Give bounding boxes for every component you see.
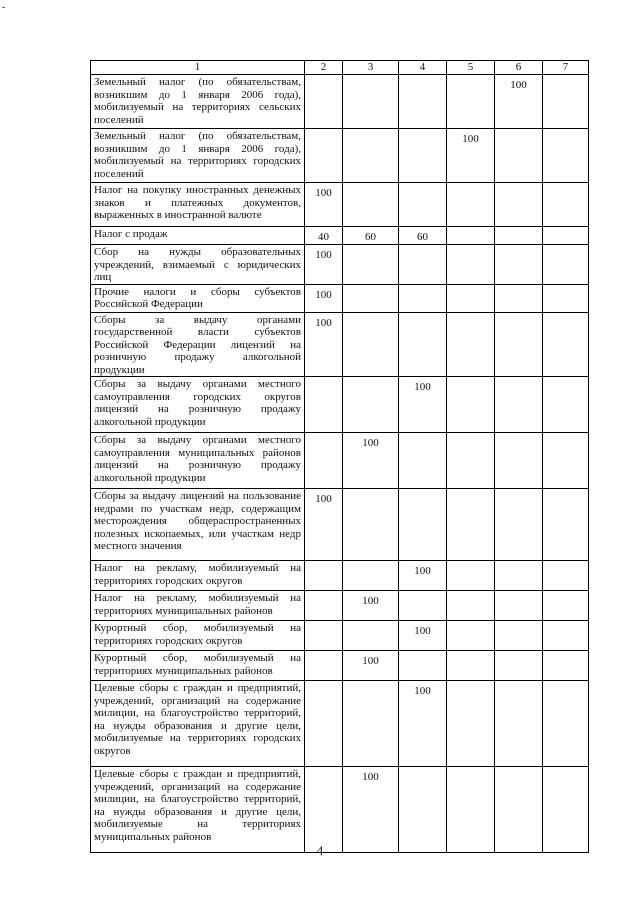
value-cell-c2: 100: [305, 284, 343, 312]
value-cell-c7: [543, 681, 589, 767]
header-cell: 5: [447, 61, 495, 75]
value-cell-c6: [495, 621, 543, 651]
value-cell-c6: [495, 183, 543, 227]
row-label: Сборы за выдачу органами местного самоуправления муниципальных районов лицензий на розничную продажу алкогольной продукции: [91, 433, 305, 489]
value-cell-c5: [447, 183, 495, 227]
header-cell: 1: [91, 61, 305, 75]
value-cell-c6: [495, 312, 543, 377]
value-cell-c7: [543, 489, 589, 561]
value-cell-c5: [447, 312, 495, 377]
value-cell-c4: 100: [399, 377, 447, 433]
row-label: Курортный сбор, мобилизуемый на территориях муниципальных районов: [91, 651, 305, 681]
value-cell-c3: 100: [343, 591, 399, 621]
row-label: Сбор на нужды образовательных учреждений, взимаемый с юридических лиц: [91, 245, 305, 285]
value-cell-c2: [305, 681, 343, 767]
value-cell-c6: [495, 651, 543, 681]
header-cell: 3: [343, 61, 399, 75]
row-label: Прочие налоги и сборы субъектов Российской Федерации: [91, 284, 305, 312]
value-cell-c7: [543, 433, 589, 489]
value-cell-c7: [543, 767, 589, 853]
value-cell-c5: [447, 377, 495, 433]
value-cell-c5: [447, 621, 495, 651]
value-cell-c2: 100: [305, 245, 343, 285]
value-cell-c2: 100: [305, 312, 343, 377]
value-cell-c5: [447, 75, 495, 129]
value-cell-c5: [447, 489, 495, 561]
value-cell-c5: [447, 245, 495, 285]
table-row: [91, 245, 589, 285]
value-cell-c3: 100: [343, 651, 399, 681]
row-label: Сборы за выдачу лицензий на пользование недрами по участкам недр, содержащим месторождения общераспространенных полезных ископаемых, или участкам недр местного значения: [91, 489, 305, 561]
row-label: Налог на рекламу, мобилизуемый на территориях городских округов: [91, 561, 305, 591]
value-cell-c6: [495, 591, 543, 621]
table-row: [91, 681, 589, 767]
value-cell-c6: [495, 433, 543, 489]
value-cell-c4: [399, 433, 447, 489]
value-cell-c2: [305, 591, 343, 621]
value-cell-c4: [399, 183, 447, 227]
row-label: Курортный сбор, мобилизуемый на территориях городских округов: [91, 621, 305, 651]
value-cell-c2: [305, 75, 343, 129]
value-cell-c4: 60: [399, 227, 447, 245]
value-cell-c3: [343, 681, 399, 767]
value-cell-c2: 100: [305, 183, 343, 227]
value-cell-c5: [447, 767, 495, 853]
value-cell-c5: [447, 284, 495, 312]
value-cell-c7: [543, 621, 589, 651]
value-cell-c3: [343, 284, 399, 312]
value-cell-c7: [543, 183, 589, 227]
table-row: [91, 561, 589, 591]
row-label: Целевые сборы с граждан и предприятий, учреждений, организаций на содержание милиции, на благоустройство территорий, на нужды образования и другие цели, мобилизуемые на территориях муниципальных районов: [91, 767, 305, 853]
row-label: Налог на рекламу, мобилизуемый на территориях муниципальных районов: [91, 591, 305, 621]
header-cell: 4: [399, 61, 447, 75]
value-cell-c2: 40: [305, 227, 343, 245]
row-label: Земельный налог (по обязательствам, возникшим до 1 января 2006 года), мобилизуемый на территориях сельских поселений: [91, 75, 305, 129]
value-cell-c6: 100: [495, 75, 543, 129]
value-cell-c3: 100: [343, 433, 399, 489]
value-cell-c2: [305, 433, 343, 489]
value-cell-c7: [543, 651, 589, 681]
row-label: Налог с продаж: [91, 227, 305, 245]
value-cell-c3: 60: [343, 227, 399, 245]
value-cell-c7: [543, 591, 589, 621]
header-row: [91, 61, 589, 75]
value-cell-c5: [447, 433, 495, 489]
value-cell-c4: [399, 284, 447, 312]
value-cell-c5: [447, 227, 495, 245]
page-number: 4: [316, 843, 324, 858]
value-cell-c4: [399, 75, 447, 129]
value-cell-c6: [495, 767, 543, 853]
header-cell: 6: [495, 61, 543, 75]
value-cell-c4: [399, 651, 447, 681]
table-row: [91, 284, 589, 312]
value-cell-c7: [543, 75, 589, 129]
value-cell-c3: [343, 129, 399, 183]
table-row: [91, 489, 589, 561]
table-row: [91, 433, 589, 489]
value-cell-c4: 100: [399, 681, 447, 767]
corner-mark: -: [2, 2, 6, 13]
value-cell-c4: 100: [399, 561, 447, 591]
tax-distribution-table: [90, 60, 589, 853]
value-cell-c7: [543, 377, 589, 433]
value-cell-c4: [399, 245, 447, 285]
table-row: [91, 377, 589, 433]
table-row: [91, 621, 589, 651]
value-cell-c6: [495, 561, 543, 591]
value-cell-c2: [305, 651, 343, 681]
value-cell-c3: [343, 312, 399, 377]
table-row: [91, 227, 589, 245]
value-cell-c7: [543, 561, 589, 591]
value-cell-c6: [495, 245, 543, 285]
value-cell-c2: [305, 561, 343, 591]
table-row: [91, 183, 589, 227]
row-label: Налог на покупку иностранных денежных знаков и платежных документов, выраженных в иностранной валюте: [91, 183, 305, 227]
value-cell-c7: [543, 312, 589, 377]
table-row: [91, 767, 589, 853]
row-label: Земельный налог (по обязательствам, возникшим до 1 января 2006 года), мобилизуемый на территориях городских поселений: [91, 129, 305, 183]
value-cell-c4: [399, 312, 447, 377]
value-cell-c3: [343, 245, 399, 285]
value-cell-c7: [543, 129, 589, 183]
value-cell-c6: [495, 681, 543, 767]
value-cell-c6: [495, 129, 543, 183]
value-cell-c6: [495, 377, 543, 433]
value-cell-c6: [495, 489, 543, 561]
table-row: [91, 129, 589, 183]
value-cell-c5: [447, 591, 495, 621]
row-label: Сборы за выдачу органами местного самоуправления городских округов лицензий на розничную продажу алкогольной продукции: [91, 377, 305, 433]
header-cell: 2: [305, 61, 343, 75]
value-cell-c2: [305, 129, 343, 183]
value-cell-c4: [399, 591, 447, 621]
value-cell-c2: [305, 767, 343, 853]
table-row: [91, 591, 589, 621]
table-row: [91, 312, 589, 377]
value-cell-c3: [343, 75, 399, 129]
value-cell-c2: [305, 621, 343, 651]
value-cell-c3: [343, 621, 399, 651]
value-cell-c6: [495, 284, 543, 312]
value-cell-c3: 100: [343, 767, 399, 853]
row-label: Целевые сборы с граждан и предприятий, учреждений, организаций на содержание милиции, на благоустройство территорий, на нужды образования и другие цели, мобилизуемые на территориях городских округов: [91, 681, 305, 767]
value-cell-c2: [305, 377, 343, 433]
value-cell-c5: [447, 681, 495, 767]
value-cell-c5: [447, 561, 495, 591]
value-cell-c4: [399, 489, 447, 561]
value-cell-c7: [543, 245, 589, 285]
value-cell-c7: [543, 284, 589, 312]
value-cell-c5: 100: [447, 129, 495, 183]
value-cell-c3: [343, 377, 399, 433]
header-cell: 7: [543, 61, 589, 75]
table-row: [91, 75, 589, 129]
value-cell-c5: [447, 651, 495, 681]
value-cell-c6: [495, 227, 543, 245]
value-cell-c4: 100: [399, 621, 447, 651]
value-cell-c3: [343, 561, 399, 591]
row-label: Сборы за выдачу органами государственной власти субъектов Российской Федерации лицензий на розничную продажу алкогольной продукции: [91, 312, 305, 377]
value-cell-c2: 100: [305, 489, 343, 561]
value-cell-c3: [343, 183, 399, 227]
table-row: [91, 651, 589, 681]
value-cell-c4: [399, 767, 447, 853]
value-cell-c3: [343, 489, 399, 561]
value-cell-c7: [543, 227, 589, 245]
value-cell-c4: [399, 129, 447, 183]
